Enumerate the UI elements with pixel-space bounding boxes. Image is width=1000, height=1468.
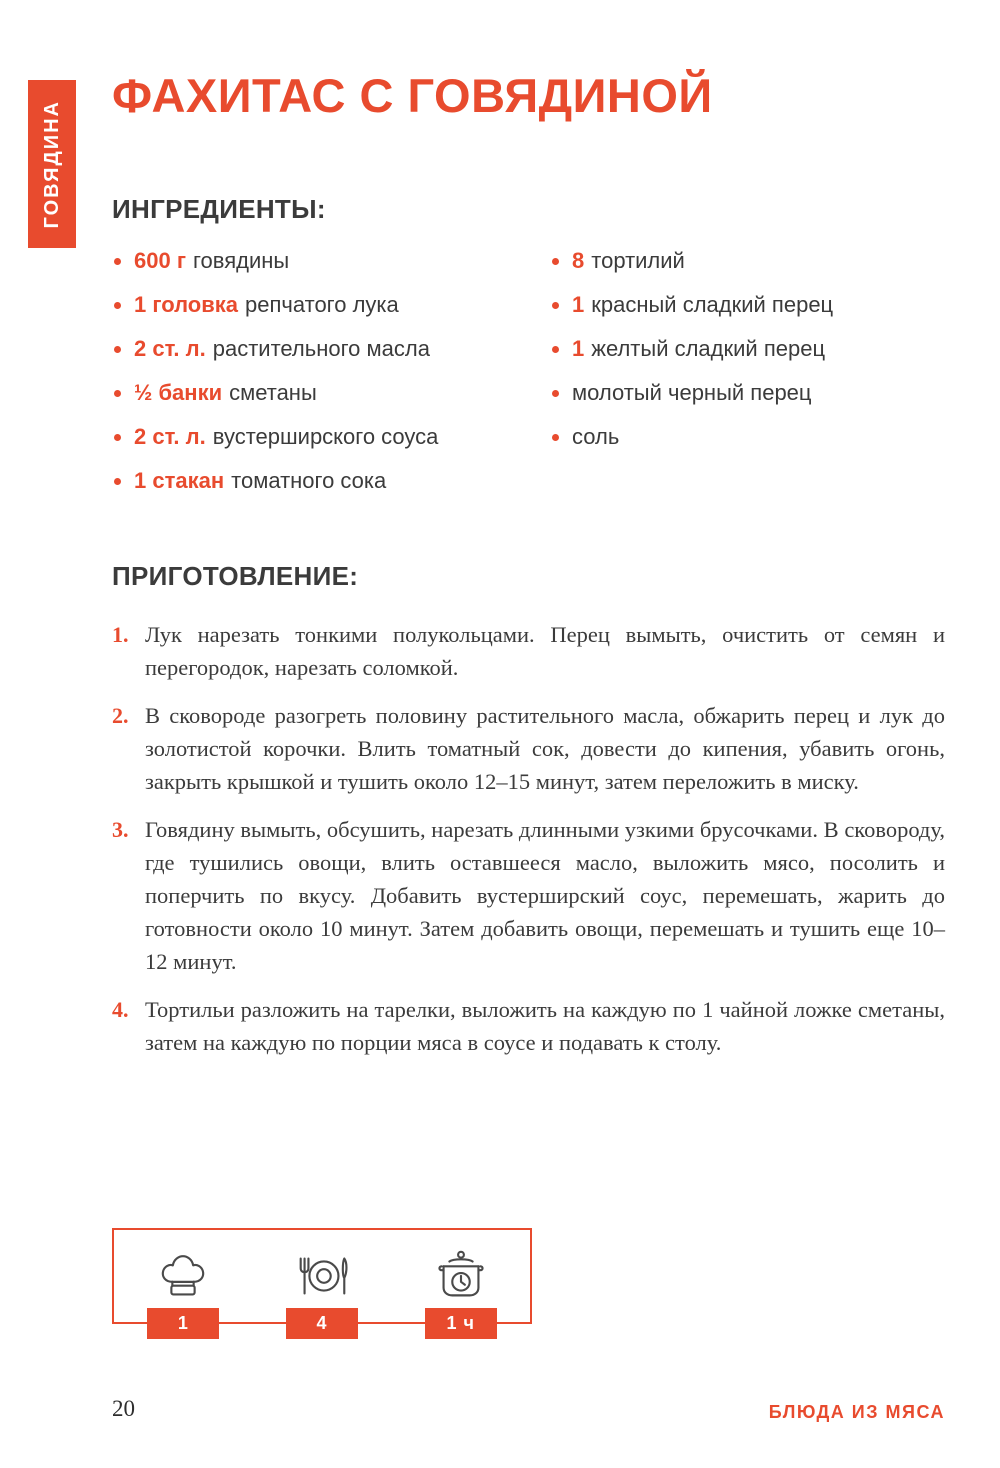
ingredient-text: сметаны	[229, 379, 317, 405]
servings-per-badge: 1	[147, 1308, 219, 1339]
servings-badge: 4	[286, 1308, 358, 1339]
step-item	[112, 699, 945, 798]
preparation-heading: ПРИГОТОВЛЕНИЕ:	[112, 560, 359, 591]
info-cell-chef	[114, 1230, 253, 1333]
step-text: Лук нарезать тонкими полукольцами. Перец вымыть, очистить от семян и перегородок, нарезать соломкой.	[145, 621, 945, 680]
ingredient-qty: 2 ст. л.	[134, 335, 206, 361]
ingredient-text: желтый сладкий перец	[591, 335, 826, 361]
ingredient-text: соль	[572, 423, 620, 449]
step-item	[112, 618, 945, 684]
step-number: 2.	[112, 702, 129, 728]
ingredients-list-left	[112, 247, 550, 511]
category-tab	[28, 80, 76, 248]
step-item	[112, 813, 945, 978]
ingredient-qty: ½ банки	[134, 379, 223, 405]
step-number: 3.	[112, 816, 129, 842]
chef-hat-icon	[152, 1245, 214, 1307]
ingredient-item	[112, 291, 550, 335]
step-item	[112, 993, 945, 1059]
ingredient-item	[112, 423, 550, 467]
pot-timer-icon	[428, 1245, 494, 1307]
step-text: Говядину вымыть, обсушить, нарезать длинными узкими брусочками. В сковороду, где тушились овощи, влить оставшееся масло, выложить мясо, посолить и поперчить по вкусу. Добавить вустерширский соус, перемешать, жарить до готовности около 10 минут. Затем добавить овощи, перемешать и тушить еще 10–12 минут.	[145, 816, 945, 974]
ingredients-heading: ИНГРЕДИЕНТЫ:	[112, 193, 326, 224]
page-number: 20	[112, 1396, 135, 1421]
ingredient-item	[550, 291, 945, 335]
cutlery-plate-icon	[289, 1245, 355, 1307]
step-text: Тортильи разложить на тарелки, выложить на каждую по 1 чайной ложке сметаны, затем на каждую по порции мяса в соусе и подавать к столу.	[145, 996, 945, 1055]
ingredients-columns	[112, 247, 945, 511]
ingredient-item	[112, 335, 550, 379]
ingredient-item	[550, 379, 945, 423]
ingredient-text: красный сладкий перец	[591, 291, 834, 317]
recipe-info-box	[112, 1228, 532, 1333]
ingredient-text: репчатого лука	[245, 291, 399, 317]
ingredient-qty: 1 головка	[134, 291, 239, 317]
preparation-steps	[112, 618, 945, 1059]
ingredient-item	[550, 247, 945, 291]
ingredient-text: говядины	[192, 247, 290, 273]
category-tab-label: ГОВЯДИНА	[40, 99, 63, 229]
step-number: 4.	[112, 996, 129, 1022]
ingredient-text: тортилий	[591, 247, 685, 273]
ingredient-qty: 1	[572, 335, 585, 361]
ingredient-item	[112, 467, 550, 511]
ingredient-qty: 2 ст. л.	[134, 423, 206, 449]
ingredient-qty: 600 г	[134, 247, 186, 273]
footer-section-label: БЛЮДА ИЗ МЯСА	[768, 1402, 945, 1422]
ingredient-item	[112, 247, 550, 291]
ingredient-item	[550, 423, 945, 467]
step-number: 1.	[112, 621, 129, 647]
ingredient-item	[550, 335, 945, 379]
ingredient-qty: 1 стакан	[134, 467, 225, 493]
page-title: ФАХИТАС С ГОВЯДИНОЙ	[112, 69, 713, 122]
ingredients-list-right	[550, 247, 945, 511]
step-text: В сковороде разогреть половину растительного масла, обжарить перец и лук до золотистой корочки. Влить томатный сок, довести до кипения, убавить огонь, закрыть крышкой и тушить около 12–15 минут, затем переложить в миску.	[145, 702, 945, 794]
ingredient-text: молотый черный перец	[572, 379, 812, 405]
ingredient-qty: 8	[572, 247, 585, 273]
ingredient-text: растительного масла	[212, 335, 430, 361]
ingredient-text: вустерширского соуса	[212, 423, 439, 449]
info-cell-servings	[253, 1230, 392, 1333]
ingredient-text: томатного сока	[231, 467, 387, 493]
ingredient-item	[112, 379, 550, 423]
cook-time-badge: 1 ч	[425, 1308, 497, 1339]
ingredient-qty: 1	[572, 291, 585, 317]
info-cell-time	[391, 1230, 530, 1333]
